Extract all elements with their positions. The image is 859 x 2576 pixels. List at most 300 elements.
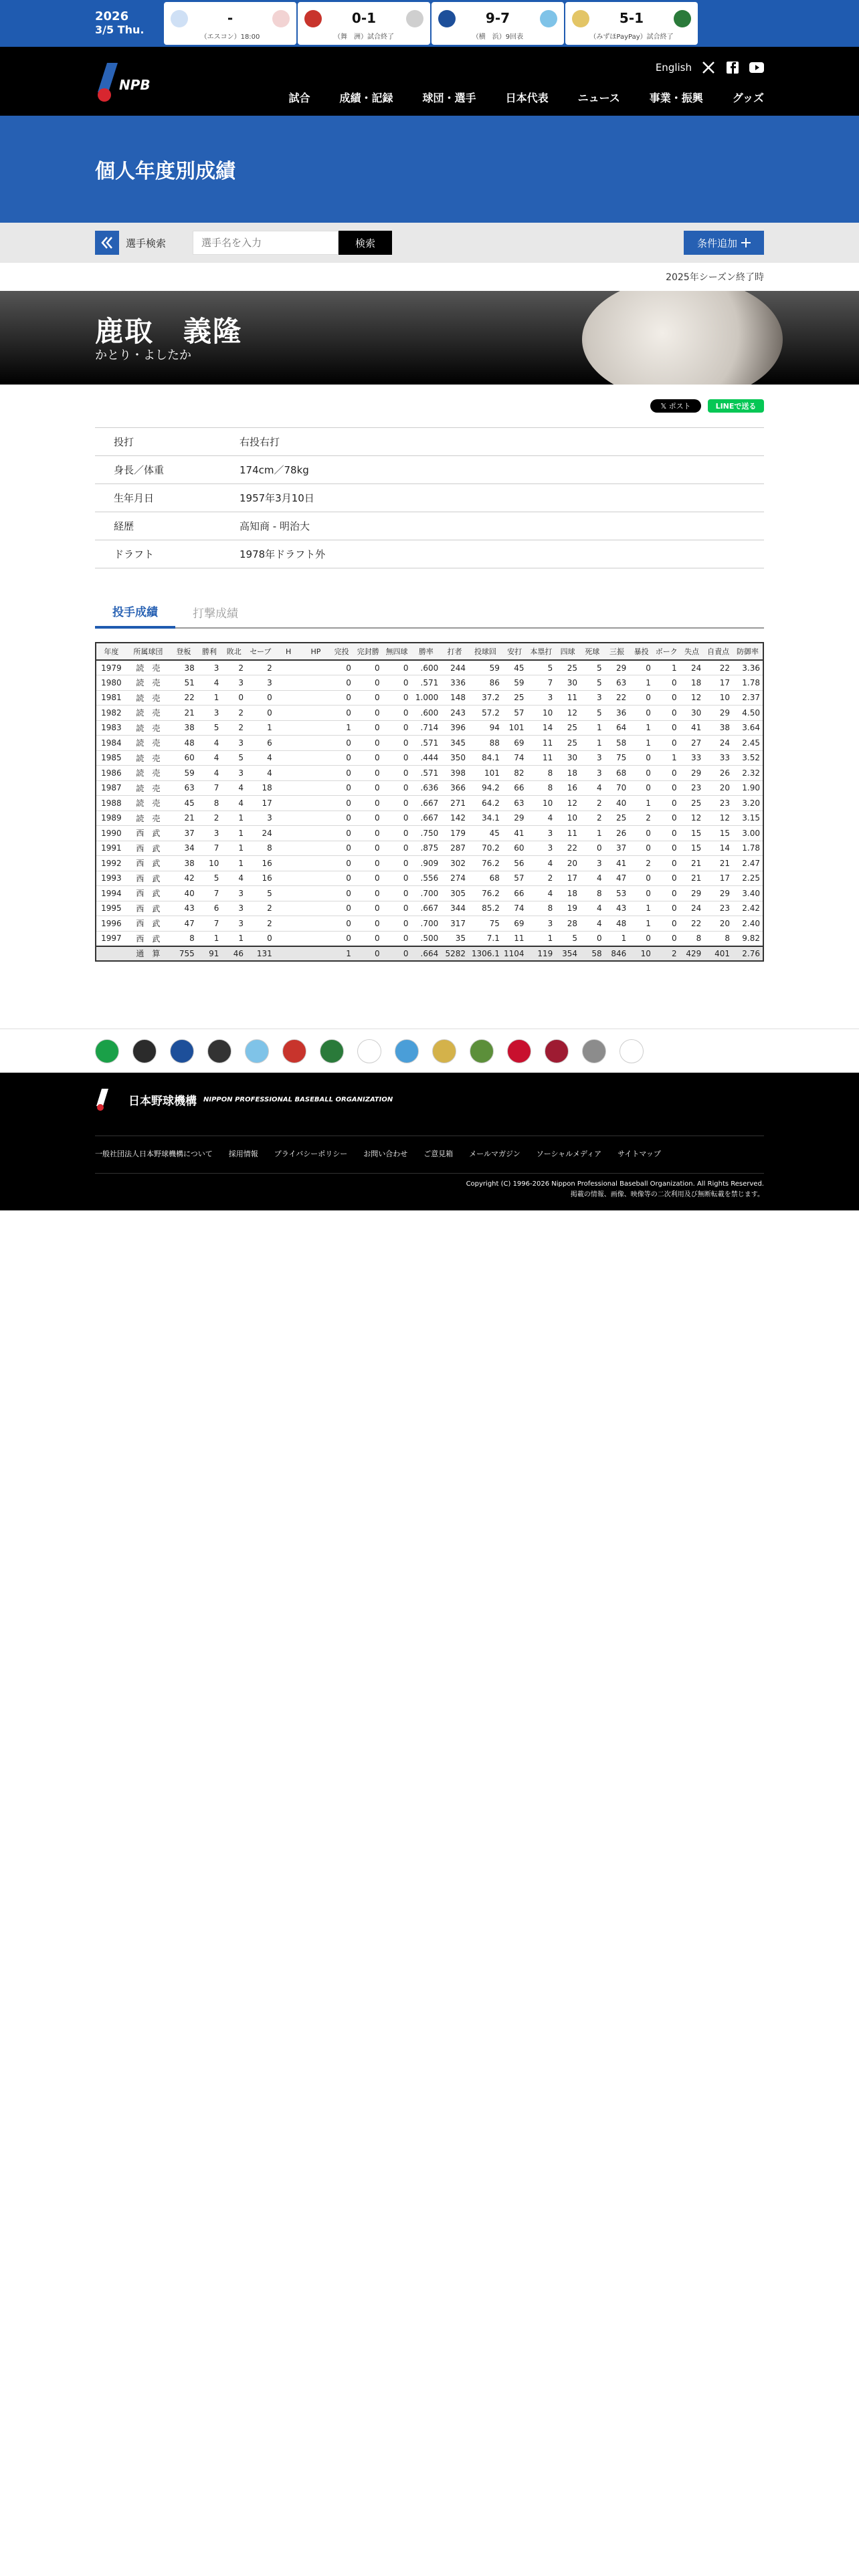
stats-cell: 0 bbox=[354, 856, 383, 871]
stats-cell: 8 bbox=[580, 886, 605, 901]
stats-cell: 0 bbox=[383, 720, 411, 736]
stats-cell: 1 bbox=[197, 931, 222, 946]
team-logo-icon[interactable] bbox=[132, 1039, 157, 1063]
stats-cell: 22 bbox=[680, 916, 704, 932]
stats-cell: 29 bbox=[605, 660, 630, 675]
stats-cell bbox=[275, 901, 302, 916]
stats-cell: 22 bbox=[555, 841, 580, 856]
stats-cell: 21 bbox=[680, 856, 704, 871]
table-row bbox=[96, 931, 763, 946]
stats-cell: 1 bbox=[580, 736, 605, 751]
game-score: 5-1 bbox=[619, 10, 644, 26]
stats-cell: 56 bbox=[502, 856, 527, 871]
stats-cell: 17 bbox=[704, 675, 733, 691]
stats-cell: 37.2 bbox=[468, 690, 502, 706]
stats-header-cell: 無四球 bbox=[383, 643, 411, 660]
footer-link[interactable]: 一般社団法人日本野球機構について bbox=[95, 1150, 213, 1158]
stats-header-cell: 打者 bbox=[441, 643, 468, 660]
stats-cell: 1981 bbox=[96, 690, 126, 706]
stats-header-cell: 所属球団 bbox=[126, 643, 170, 660]
plus-icon bbox=[741, 238, 751, 247]
stats-cell: 0 bbox=[354, 916, 383, 932]
stats-header-cell: HP bbox=[302, 643, 330, 660]
nav-business[interactable]: 事業・振興 bbox=[649, 92, 703, 104]
stats-cell: 12 bbox=[680, 690, 704, 706]
stats-cell: 25 bbox=[555, 736, 580, 751]
stats-cell: 24 bbox=[704, 736, 733, 751]
copyright bbox=[95, 1173, 764, 1200]
stats-cell: 2.25 bbox=[733, 871, 763, 886]
stats-cell: 1 bbox=[605, 931, 630, 946]
stats-cell: 74 bbox=[502, 901, 527, 916]
team-logos bbox=[0, 1029, 859, 1073]
site-header bbox=[0, 47, 859, 116]
stats-cell: 20 bbox=[555, 856, 580, 871]
tab-pitching[interactable]: 投手成績 bbox=[95, 603, 175, 629]
stats-cell: 4 bbox=[527, 811, 556, 826]
stats-cell: 5 bbox=[527, 660, 556, 675]
stats-cell: 0 bbox=[654, 796, 680, 811]
stats-cell: 4.50 bbox=[733, 706, 763, 721]
stats-cell bbox=[275, 736, 302, 751]
stats-cell: 58 bbox=[580, 946, 605, 962]
stats-cell: 西 武 bbox=[126, 886, 170, 901]
season-note bbox=[0, 263, 859, 291]
stats-cell: 4 bbox=[197, 766, 222, 781]
stats-cell: 1 bbox=[221, 931, 246, 946]
stats-cell: 3 bbox=[197, 826, 222, 841]
stats-cell: 30 bbox=[555, 675, 580, 691]
stats-cell: 4 bbox=[221, 780, 246, 796]
pitching-stats-table bbox=[95, 642, 764, 962]
stats-cell: 58 bbox=[605, 736, 630, 751]
nav-news[interactable]: ニュース bbox=[577, 92, 620, 104]
stats-cell bbox=[302, 871, 330, 886]
stats-cell: 2 bbox=[629, 811, 654, 826]
stats-cell: 3 bbox=[221, 886, 246, 901]
stats-header-cell: 本塁打 bbox=[527, 643, 556, 660]
stats-cell: 4 bbox=[197, 736, 222, 751]
stats-cell: 5 bbox=[197, 720, 222, 736]
stats-cell: 1 bbox=[221, 826, 246, 841]
stats-cell: 401 bbox=[704, 946, 733, 962]
x-icon[interactable] bbox=[701, 60, 716, 75]
facebook-icon[interactable] bbox=[725, 60, 740, 75]
collapse-button[interactable] bbox=[95, 231, 119, 255]
stats-cell: 2 bbox=[246, 660, 275, 675]
stats-cell: 4 bbox=[527, 856, 556, 871]
stats-cell: 0 bbox=[329, 931, 354, 946]
stats-cell: 0 bbox=[354, 886, 383, 901]
stats-cell: 10 bbox=[527, 796, 556, 811]
profile-value: 1978年ドラフト外 bbox=[240, 540, 764, 568]
stats-cell bbox=[302, 720, 330, 736]
youtube-icon[interactable] bbox=[749, 60, 764, 75]
stats-cell: 3.15 bbox=[733, 811, 763, 826]
stats-cell bbox=[302, 766, 330, 781]
stats-cell: 0 bbox=[654, 811, 680, 826]
table-row bbox=[96, 690, 763, 706]
team-logo-icon[interactable] bbox=[320, 1039, 344, 1063]
stats-cell: 3 bbox=[527, 826, 556, 841]
team-logo-icon[interactable] bbox=[582, 1039, 606, 1063]
stats-cell: 23 bbox=[704, 901, 733, 916]
stats-cell: 3.36 bbox=[733, 660, 763, 675]
stats-cell: 45 bbox=[468, 826, 502, 841]
stats-cell: 1104 bbox=[502, 946, 527, 962]
stats-cell: 29 bbox=[704, 886, 733, 901]
search-input[interactable] bbox=[193, 231, 339, 255]
stats-cell: .750 bbox=[411, 826, 441, 841]
stats-cell: 西 武 bbox=[126, 916, 170, 932]
stats-cell: 2 bbox=[197, 811, 222, 826]
stats-cell: 2 bbox=[246, 901, 275, 916]
stats-cell: .636 bbox=[411, 780, 441, 796]
stats-cell: 51 bbox=[170, 675, 197, 691]
table-row bbox=[96, 675, 763, 691]
stats-cell: 18 bbox=[555, 886, 580, 901]
stats-cell: 3 bbox=[580, 766, 605, 781]
stats-cell: 読 売 bbox=[126, 796, 170, 811]
stats-cell: 20 bbox=[704, 916, 733, 932]
stats-cell: 36 bbox=[605, 706, 630, 721]
stats-cell: 21 bbox=[170, 706, 197, 721]
game-card[interactable] bbox=[432, 2, 564, 45]
stats-cell: 1 bbox=[221, 811, 246, 826]
stats-cell: 846 bbox=[605, 946, 630, 962]
stats-header-cell: 防御率 bbox=[733, 643, 763, 660]
stats-cell: 7 bbox=[197, 780, 222, 796]
stats-cell: 4 bbox=[580, 916, 605, 932]
stats-cell: 0 bbox=[354, 675, 383, 691]
stats-cell: 22 bbox=[170, 690, 197, 706]
svg-text:NPB: NPB bbox=[119, 77, 151, 93]
stats-cell: 35 bbox=[441, 931, 468, 946]
stats-cell: 0 bbox=[654, 856, 680, 871]
stats-cell: 2.47 bbox=[733, 856, 763, 871]
footer-link[interactable]: ご意見箱 bbox=[423, 1150, 454, 1158]
stats-cell: 33 bbox=[680, 750, 704, 766]
stats-cell: 0 bbox=[329, 901, 354, 916]
stats-cell: .571 bbox=[411, 675, 441, 691]
nav-teams[interactable]: 球団・選手 bbox=[422, 92, 476, 104]
stats-cell: 読 売 bbox=[126, 780, 170, 796]
stats-cell: 読 売 bbox=[126, 660, 170, 675]
stats-cell: 0 bbox=[354, 736, 383, 751]
player-header bbox=[0, 291, 859, 385]
stats-cell: 0 bbox=[329, 660, 354, 675]
stats-cell bbox=[302, 796, 330, 811]
stats-cell: 30 bbox=[555, 750, 580, 766]
line-share-button[interactable]: LINEで送る bbox=[708, 399, 764, 413]
stats-cell: 1982 bbox=[96, 706, 126, 721]
game-card[interactable] bbox=[298, 2, 430, 45]
footer-logo[interactable] bbox=[95, 1087, 393, 1111]
stats-cell: 34 bbox=[170, 841, 197, 856]
stats-cell: 0 bbox=[629, 886, 654, 901]
stats-cell: 8 bbox=[246, 841, 275, 856]
stats-cell: .667 bbox=[411, 796, 441, 811]
stats-cell: 西 武 bbox=[126, 841, 170, 856]
stats-cell: 7.1 bbox=[468, 931, 502, 946]
stats-cell: 2 bbox=[654, 946, 680, 962]
stats-cell: 0 bbox=[629, 841, 654, 856]
team-logo-icon[interactable] bbox=[207, 1039, 231, 1063]
english-link[interactable]: English bbox=[655, 62, 692, 74]
table-row bbox=[96, 886, 763, 901]
share-bar bbox=[0, 385, 859, 427]
team-logo-icon[interactable] bbox=[470, 1039, 494, 1063]
stats-cell bbox=[275, 841, 302, 856]
stats-total-row bbox=[96, 946, 763, 962]
stats-cell: 3.20 bbox=[733, 796, 763, 811]
stats-cell: 131 bbox=[246, 946, 275, 962]
stats-cell: 3 bbox=[221, 766, 246, 781]
tab-batting[interactable]: 打撃成績 bbox=[193, 607, 238, 621]
team-logo-icon[interactable] bbox=[395, 1039, 419, 1063]
stats-cell: .500 bbox=[411, 931, 441, 946]
stats-cell: 3 bbox=[246, 811, 275, 826]
npb-logo-icon bbox=[95, 1087, 122, 1111]
stats-cell: 0 bbox=[329, 736, 354, 751]
stats-cell: .714 bbox=[411, 720, 441, 736]
stats-cell: 4 bbox=[580, 901, 605, 916]
stats-cell bbox=[302, 660, 330, 675]
stats-cell: 2 bbox=[527, 871, 556, 886]
team-logo-icon[interactable] bbox=[432, 1039, 456, 1063]
stats-cell bbox=[275, 886, 302, 901]
stats-cell: 0 bbox=[383, 690, 411, 706]
profile-key: ドラフト bbox=[95, 540, 240, 568]
stats-cell bbox=[275, 690, 302, 706]
team-logo-icon[interactable] bbox=[170, 1039, 194, 1063]
stats-cell: 2.42 bbox=[733, 901, 763, 916]
stats-cell bbox=[275, 750, 302, 766]
profile-key: 身長／体重 bbox=[95, 456, 240, 484]
stats-cell: 1 bbox=[580, 720, 605, 736]
profile-key: 経歴 bbox=[95, 512, 240, 540]
stats-cell: 7 bbox=[197, 886, 222, 901]
stats-cell: 1979 bbox=[96, 660, 126, 675]
stats-header-cell: 暴投 bbox=[629, 643, 654, 660]
stats-header-cell: 失点 bbox=[680, 643, 704, 660]
nav-goods[interactable]: グッズ bbox=[732, 92, 764, 104]
stats-cell: 3.52 bbox=[733, 750, 763, 766]
stats-cell: 1 bbox=[329, 720, 354, 736]
stats-header-cell: 投球回 bbox=[468, 643, 502, 660]
stats-cell: 4 bbox=[580, 780, 605, 796]
stats-cell bbox=[275, 796, 302, 811]
stats-cell: 25 bbox=[605, 811, 630, 826]
stats-cell: .875 bbox=[411, 841, 441, 856]
stats-cell: 1983 bbox=[96, 720, 126, 736]
stats-cell: 38 bbox=[170, 856, 197, 871]
stats-cell: 通 算 bbox=[126, 946, 170, 962]
stats-cell: 0 bbox=[383, 780, 411, 796]
stats-cell: 0 bbox=[246, 690, 275, 706]
game-card[interactable] bbox=[565, 2, 698, 45]
stats-cell: 0 bbox=[329, 690, 354, 706]
team-logo-icon[interactable] bbox=[282, 1039, 306, 1063]
profile-key: 生年月日 bbox=[95, 484, 240, 512]
search-button[interactable]: 検索 bbox=[339, 231, 392, 255]
table-row bbox=[96, 766, 763, 781]
stats-cell: 22 bbox=[704, 660, 733, 675]
stats-cell: 2 bbox=[629, 856, 654, 871]
stats-cell: 287 bbox=[441, 841, 468, 856]
player-kana: かとり・よしたか bbox=[95, 348, 191, 362]
stats-cell: 15 bbox=[680, 841, 704, 856]
stats-header-cell: 自責点 bbox=[704, 643, 733, 660]
stats-cell: 1985 bbox=[96, 750, 126, 766]
table-row bbox=[96, 841, 763, 856]
team-logo-icon[interactable] bbox=[507, 1039, 531, 1063]
x-post-button[interactable]: 𝕏 ポスト bbox=[650, 399, 701, 413]
team-logo-icon[interactable] bbox=[357, 1039, 381, 1063]
stats-cell: 10 bbox=[629, 946, 654, 962]
table-row bbox=[96, 660, 763, 675]
stats-cell bbox=[275, 826, 302, 841]
stats-cell: 0 bbox=[629, 690, 654, 706]
stats-cell: 302 bbox=[441, 856, 468, 871]
x-post-label: ポスト bbox=[668, 402, 691, 411]
stats-cell: 14 bbox=[704, 841, 733, 856]
stats-cell: 3 bbox=[580, 750, 605, 766]
stats-cell: 30 bbox=[680, 706, 704, 721]
stats-cell: 0 bbox=[580, 841, 605, 856]
game-info: （みずほPayPay）試合終了 bbox=[589, 33, 674, 41]
stats-cell: 11 bbox=[555, 826, 580, 841]
stats-cell: 3 bbox=[580, 856, 605, 871]
player-name: 鹿取 義隆 bbox=[95, 315, 243, 348]
stats-cell: 0 bbox=[654, 675, 680, 691]
stats-cell bbox=[302, 780, 330, 796]
stats-cell: 16 bbox=[246, 856, 275, 871]
stats-cell: 29 bbox=[680, 766, 704, 781]
stats-cell bbox=[275, 916, 302, 932]
stats-cell bbox=[302, 826, 330, 841]
stats-cell: 305 bbox=[441, 886, 468, 901]
stats-cell: 82 bbox=[502, 766, 527, 781]
stats-cell: 0 bbox=[354, 780, 383, 796]
stats-cell: 0 bbox=[354, 796, 383, 811]
profile-key: 投打 bbox=[95, 428, 240, 456]
stats-cell: 40 bbox=[170, 886, 197, 901]
stats-cell: 0 bbox=[654, 916, 680, 932]
stats-cell bbox=[302, 750, 330, 766]
footer-link[interactable]: 採用情報 bbox=[228, 1150, 258, 1158]
stats-cell: 1 bbox=[329, 946, 354, 962]
title-band bbox=[0, 116, 859, 223]
stats-cell: 5 bbox=[555, 931, 580, 946]
stats-cell: 3 bbox=[246, 675, 275, 691]
stats-cell bbox=[302, 946, 330, 962]
team-logo-icon[interactable] bbox=[95, 1039, 119, 1063]
stats-cell bbox=[302, 901, 330, 916]
stats-cell: 0 bbox=[383, 856, 411, 871]
stats-cell: 0 bbox=[354, 766, 383, 781]
stats-cell: 2.45 bbox=[733, 736, 763, 751]
stats-cell: 2 bbox=[580, 796, 605, 811]
stats-cell: 0 bbox=[629, 750, 654, 766]
stats-cell: 17 bbox=[246, 796, 275, 811]
stats-cell: 3 bbox=[221, 675, 246, 691]
stats-cell: 94 bbox=[468, 720, 502, 736]
stats-cell: .700 bbox=[411, 916, 441, 932]
footer-link[interactable]: ソーシャルメディア bbox=[536, 1150, 602, 1158]
stats-cell: 94.2 bbox=[468, 780, 502, 796]
stats-cell: 1.000 bbox=[411, 690, 441, 706]
stats-cell bbox=[302, 811, 330, 826]
stats-cell: 2 bbox=[221, 720, 246, 736]
stats-cell: 69 bbox=[502, 916, 527, 932]
stats-cell: 60 bbox=[170, 750, 197, 766]
stats-header-row bbox=[96, 643, 763, 660]
team-logo-icon[interactable] bbox=[245, 1039, 269, 1063]
stats-cell: 0 bbox=[383, 916, 411, 932]
stats-cell: 7 bbox=[527, 675, 556, 691]
game-info: （エスコン）18:00 bbox=[200, 33, 260, 41]
stats-cell: 19 bbox=[555, 901, 580, 916]
footer-link[interactable]: プライバシーポリシー bbox=[274, 1150, 348, 1158]
stats-cell: 29 bbox=[502, 811, 527, 826]
stats-cell: 0 bbox=[383, 796, 411, 811]
stats-cell: 0 bbox=[383, 901, 411, 916]
footer-link[interactable]: メールマガジン bbox=[469, 1150, 520, 1158]
stats-cell: 41 bbox=[605, 856, 630, 871]
stats-cell: 69 bbox=[502, 736, 527, 751]
stats-cell: 8 bbox=[170, 931, 197, 946]
footer-org-en: NIPPON PROFESSIONAL BASEBALL ORGANIZATION bbox=[203, 1095, 393, 1103]
team-logo-icon[interactable] bbox=[545, 1039, 569, 1063]
npb-logo-icon[interactable] bbox=[95, 60, 155, 103]
stats-cell: 68 bbox=[468, 871, 502, 886]
team-logo-icon[interactable] bbox=[619, 1039, 644, 1063]
stats-cell bbox=[302, 841, 330, 856]
copyright-text: Copyright (C) 1996-2026 Nippon Professional Baseball Organization. All Rights Reserved. bbox=[466, 1180, 764, 1188]
profile-row bbox=[95, 456, 764, 484]
table-row bbox=[96, 856, 763, 871]
stats-cell: 0 bbox=[383, 706, 411, 721]
footer-link[interactable]: お問い合わせ bbox=[363, 1150, 408, 1158]
nav-japan[interactable]: 日本代表 bbox=[505, 92, 549, 104]
stats-cell: 2.76 bbox=[733, 946, 763, 962]
stats-cell: 0 bbox=[654, 766, 680, 781]
stats-cell: 59 bbox=[468, 660, 502, 675]
stats-cell: 0 bbox=[654, 706, 680, 721]
stats-cell: 0 bbox=[354, 946, 383, 962]
stats-cell: 57.2 bbox=[468, 706, 502, 721]
stats-cell: 70 bbox=[605, 780, 630, 796]
stats-cell: 37 bbox=[605, 841, 630, 856]
nav-stats[interactable]: 成績・記録 bbox=[339, 92, 393, 104]
stats-cell: 0 bbox=[329, 750, 354, 766]
stats-cell: 29 bbox=[704, 706, 733, 721]
stats-cell: 18 bbox=[680, 675, 704, 691]
footer-link[interactable]: サイトマップ bbox=[617, 1150, 661, 1158]
stats-header-cell: 年度 bbox=[96, 643, 126, 660]
stats-cell: 86 bbox=[468, 675, 502, 691]
stats-cell: 48 bbox=[605, 916, 630, 932]
stats-cell: 1987 bbox=[96, 780, 126, 796]
stats-cell: .571 bbox=[411, 736, 441, 751]
nav-games[interactable]: 試合 bbox=[288, 92, 310, 104]
stats-cell: 33 bbox=[704, 750, 733, 766]
stats-cell: 0 bbox=[383, 841, 411, 856]
game-card[interactable] bbox=[164, 2, 296, 45]
site-footer bbox=[0, 1073, 859, 1210]
add-condition-button[interactable] bbox=[684, 231, 764, 255]
